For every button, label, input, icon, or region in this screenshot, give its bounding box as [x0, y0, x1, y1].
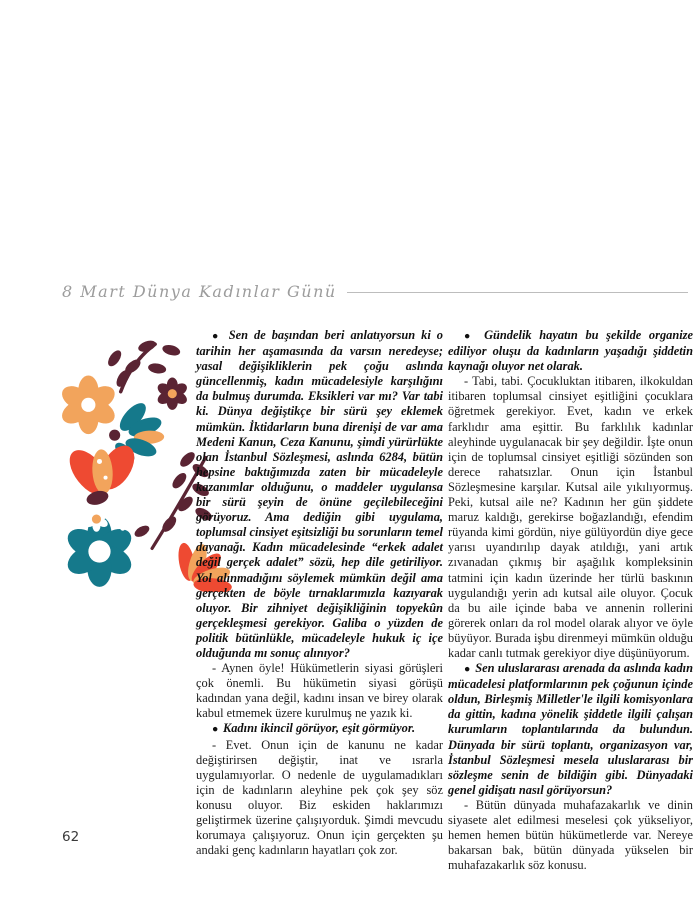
text-column-right	[448, 328, 693, 873]
page-number: 62	[62, 829, 80, 845]
bullet-icon: ●	[464, 664, 476, 676]
interview-answer: - Aynen öyle! Hükümetlerin siyasi görüşleri çok önemli. Bu hükümetin siyasi görüşü kadından yana değil, kadını insan ve birey olarak kabul etmemek üzere kurulmuş ne yazık ki.	[196, 661, 443, 721]
page-header	[62, 282, 688, 301]
text-column-left	[196, 328, 443, 858]
interview-question: ● Sen de başından beri anlatıyorsun ki o tarihin her aşamasında da varsın neredeyse; yasal değişikliklerin pek çoğu aslında güncellenmiş, kadın mücadelesiyle karşılığını da bulmuş durumda. Eksikleri var mı? Var tabi ki. Dünya değiştikçe bir sürü şey eklemek mümkün. İktidarların buna direnişi de var ama Medeni Kanun, Ceza Kanunu, şimdi yürürlükte olan İstanbul Sözleşmesi, aslında 6284, bütün hepsine baktığımızda zaten bir mücadeleyle kazanımlar olduğunu, o maddeler uygulansa bir sürü şeyin de önüne geçilebileceğini görüyoruz. Ama dediğin gibi uygulama, toplumsal cinsiyet eşitsizliği bu sorunların temel dayanağı. Kadın mücadelesinde “erkek adalet değil gerçek adalet” sözü, hep dile getiriliyor. Yol alınmadığını söylemek mümkün değil ama gerçekten de böyle tırnaklarımızla kazıyarak oluyor. Bir zihniyet değişikliğinin topyekûn gerçekleşmesi gerekiyor. Galiba o yüzden de politik bütünlükle, mücadeleyle hukuk iç içe olduğunda mı sonuç alınıyor?	[196, 328, 443, 660]
interview-answer: - Tabi, tabi. Çocukluktan itibaren, ilkokuldan itibaren toplumsal cinsiyet eşitliğini çocuklara öğretmek gerekiyor. Evet, kadın ve erkek farklıdır ama eşittir. Bu farklılık kadınlar aleyhinde uygulanacak bir şey değildir. İşte onun için de toplumsal cinsiyet eşitliği sözünden son derece rahatsızlar. Onun için İstanbul Sözleşmesine karşılar. Kutsal aile yıkılıyormuş. Peki, kutsal aile ne? Kadının her gün şiddete maruz kaldığı, gerekirse boğazlandığı, efendim rüyanda kimi gördün, niye gülüyordün diye gece yarısı uyandırılıp dayak atıldığı, yani artık zıvanadan çıkmış bir aşağılık kompleksinin tatmini için kadın üzerinde her türlü baskının uygulandığı yerin adı kutsal aile oluyor. Çocuk da bu aile içinde baba ve annenin rollerini görerek onları da rol model olarak alıyor ve öyle büyüyor. Burada işbu direnmeyi mümkün olduğu kadar canlı tutmak gerekiyor diye düşünüyorum.	[448, 374, 693, 660]
interview-question: ● Gündelik hayatın bu şekilde organize ediliyor oluşu da kadınların yaşadığı şiddetin kaynağı oluyor net olarak.	[448, 328, 693, 374]
interview-question: ● Sen uluslararası arenada da aslında kadın mücadelesi platformlarının pek çoğunun içinde oldun, Birleşmiş Milletler'le ilgili komisyonlara da gittin, kadına yönelik şiddetle ilgili çalışan kurumların toplantılarında da bulundun. Dünyada bir sürü toplantı, organizasyon var, İstanbul Sözleşmesi mesela uluslararası bir sözleşme senin de bildiğin gibi. Dünyadaki genel gidişatı nasıl görüyorsun?	[448, 661, 694, 797]
interview-answer: - Bütün dünyada muhafazakarlık ve dinin siyasete alet edilmesi meselesi çok yükseliyor, hemen hemen bütün hükümetlerde var. Nereye bakarsan bak, bütün dünyada yükselen bir muhafazakarlık söz konusu.	[448, 797, 693, 873]
orange-flower	[58, 376, 119, 435]
tulip-flower	[62, 439, 142, 507]
interview-question: ● Kadını ikincil görüyor, eşit görmüyor.	[212, 721, 416, 736]
bullet-icon: ●	[464, 331, 485, 342]
header-rule	[347, 292, 688, 293]
bullet-icon: ●	[212, 724, 223, 736]
interview-answer: - Evet. Onun için de kanunu ne kadar değiştirirsen değiştir, inat ve ısrarla uygulamıyorlar. O nedenle de uygulamadıkları için de kadınların aleyhine pek çok şey söz konusu oluyor. Biz eskiden haklarımızı geliştirmek üzerine çalışıyorduk. Şimdi mevcudu korumaya çalışıyoruz. Onun için gerçekten şu andaki genç kadınların hayatları çok zor.	[196, 737, 443, 858]
section-title: 8 Mart Dünya Kadınlar Günü	[62, 282, 337, 301]
bullet-icon: ●	[212, 331, 229, 342]
maroon-flower	[155, 378, 189, 410]
